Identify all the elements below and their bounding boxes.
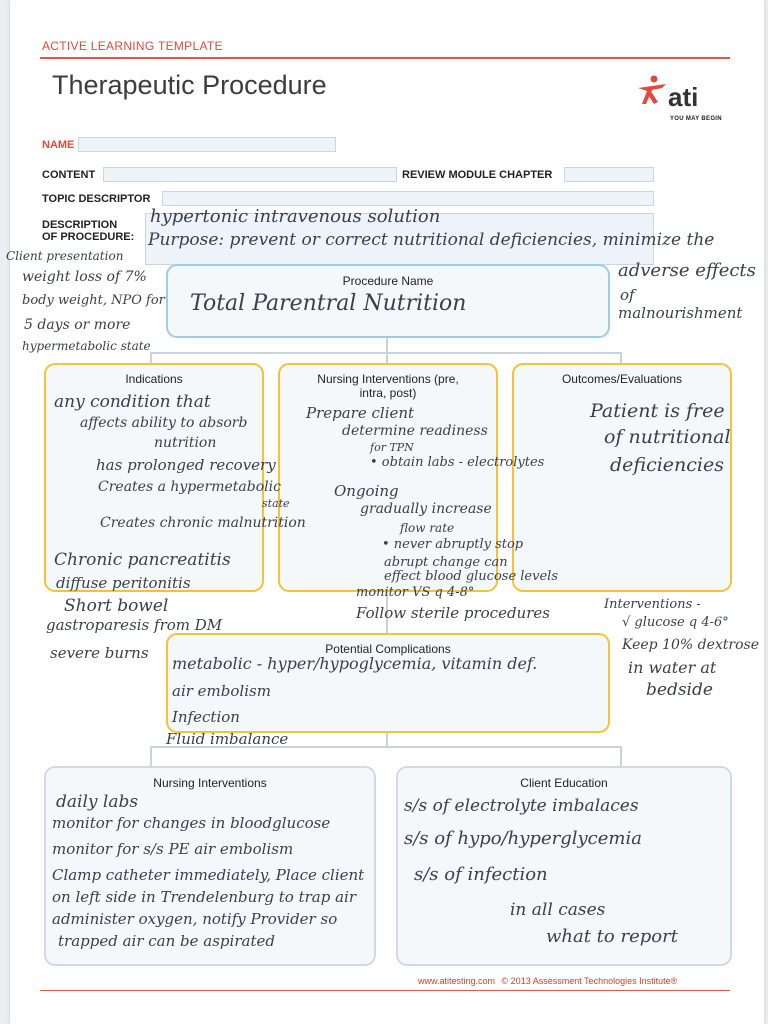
hand-indication: Creates a hypermetabolic [98, 479, 281, 495]
content-label: CONTENT [42, 169, 96, 181]
hand-nursing-pre: • obtain labs - electrolytes [370, 455, 545, 470]
hand-nursing-pre: Ongoing [334, 482, 399, 500]
hand-procedure-name: Total Parentral Nutrition [190, 291, 467, 316]
nursing-interventions-title: Nursing Interventions [153, 776, 267, 790]
client-education-title: Client Education [520, 776, 608, 790]
hand-outcome: of nutritional [604, 426, 731, 448]
hand-indication: any condition that [54, 392, 211, 412]
hand-client-education: what to report [546, 926, 678, 947]
outcomes-title: Outcomes/Evaluations [561, 372, 683, 386]
hand-nursing-intervention: on left side in Trendelenburg to trap air [52, 888, 357, 906]
hand-client-education: s/s of electrolyte imbalaces [404, 796, 639, 816]
ati-logo [628, 70, 738, 125]
topic-label: TOPIC DESCRIPTOR [42, 193, 151, 205]
description-label [42, 219, 134, 243]
header-rule [40, 57, 730, 59]
hand-nursing-pre: effect blood glucose levels [384, 569, 558, 584]
hand-nursing-pre: • never abruptly stop [382, 537, 524, 552]
hand-indication: Creates chronic malnutrition [100, 515, 306, 531]
hand-nursing-pre: monitor VS q 4-8° [356, 585, 475, 600]
hand-nursing-pre: Prepare client [306, 404, 415, 422]
hand-complication: Fluid imbalance [166, 730, 289, 748]
connector-line [150, 746, 152, 766]
footer-rule [40, 990, 730, 991]
hand-margin-right: adverse effects [618, 260, 756, 281]
hand-margin-left: 5 days or more [24, 317, 131, 333]
hand-interventions-note: Keep 10% dextrose [622, 637, 759, 653]
hand-nursing-pre: abrupt change can [384, 555, 508, 570]
hand-interventions-note: Interventions - [604, 597, 701, 612]
hand-margin-left: hypermetabolic state [22, 339, 151, 353]
hand-nursing-intervention: monitor for changes in bloodglucose [52, 814, 331, 832]
hand-outcome: deficiencies [610, 454, 724, 476]
footer [418, 976, 677, 986]
complications-title: Potential Complications [325, 642, 451, 656]
hand-margin-left: body weight, NPO for [22, 293, 165, 308]
nursing-pre-title-line-2: intra, post) [359, 386, 417, 400]
logo-tagline: YOU MAY BEGIN [670, 116, 722, 122]
hand-nursing-pre: gradually increase [360, 501, 492, 517]
hand-nursing-pre: determine readiness [342, 423, 488, 439]
hand-interventions-note: bedside [646, 680, 713, 700]
ati-figure-icon [632, 74, 672, 108]
hand-client-education: in all cases [510, 900, 606, 920]
hand-indication: has prolonged recovery [96, 456, 276, 474]
connector-line [386, 731, 388, 747]
footer-copyright: © 2013 Assessment Technologies Institute® [501, 976, 678, 986]
hand-indication: Chronic pancreatitis [54, 550, 231, 570]
hand-nursing-intervention: daily labs [56, 792, 139, 812]
hand-interventions-note: √ glucose q 4-6° [622, 615, 729, 630]
description-label-line-1: DESCRIPTION [42, 219, 118, 231]
hand-indication: affects ability to absorb [80, 415, 248, 431]
hand-description-line: Purpose: prevent or correct nutritional deficiencies, minimize the [148, 230, 715, 250]
hand-description-line: hypertonic intravenous solution [150, 206, 441, 227]
hand-margin-left: weight loss of 7% [22, 269, 147, 285]
review-module-field[interactable] [564, 167, 654, 182]
template-label: ACTIVE LEARNING TEMPLATE [42, 39, 223, 53]
hand-complication: Infection [172, 708, 240, 726]
footer-url[interactable]: www.atitesting.com [418, 976, 496, 986]
hand-indication: Short bowel [64, 596, 169, 616]
hand-client-education: s/s of infection [414, 864, 548, 885]
hand-indication: severe burns [50, 644, 149, 662]
outcomes-box [512, 363, 732, 592]
nursing-pre-title [280, 372, 496, 400]
page-title: Therapeutic Procedure [52, 70, 327, 100]
hand-indication: diffuse peritonitis [56, 574, 191, 592]
hand-indication: gastroparesis from DM [46, 616, 223, 634]
hand-interventions-note: in water at [628, 658, 717, 677]
content-field[interactable] [103, 167, 397, 182]
hand-nursing-intervention: administer oxygen, notify Provider so [52, 910, 338, 928]
hand-complication: air embolism [172, 682, 271, 700]
hand-nursing-pre: for TPN [370, 441, 414, 454]
hand-indication: nutrition [154, 435, 217, 451]
description-label-line-2: OF PROCEDURE: [42, 231, 135, 243]
nursing-pre-title-line-1: Nursing Interventions (pre, [317, 372, 459, 386]
name-field[interactable] [78, 137, 336, 152]
hand-margin-right: malnourishment [618, 304, 743, 322]
hand-nursing-pre: flow rate [400, 521, 455, 535]
hand-client-education: s/s of hypo/hyperglycemia [404, 828, 642, 849]
topic-field[interactable] [162, 191, 654, 206]
procedure-name-title: Procedure Name [342, 274, 434, 288]
review-module-label: REVIEW MODULE CHAPTER [402, 169, 553, 181]
indications-title: Indications [125, 372, 183, 386]
hand-indication: state [262, 497, 290, 510]
connector-line [620, 746, 622, 766]
logo-wordmark: ati [668, 82, 699, 112]
hand-nursing-intervention: Clamp catheter immediately, Place client [52, 866, 365, 884]
hand-outcome: Patient is free [590, 400, 725, 422]
hand-complication: metabolic - hyper/hypoglycemia, vitamin def. [172, 654, 538, 673]
name-label: NAME [42, 139, 75, 151]
hand-nursing-intervention: monitor for s/s PE air embolism [52, 840, 294, 858]
hand-nursing-intervention: trapped air can be aspirated [58, 932, 275, 950]
hand-margin-right: of [620, 286, 635, 304]
hand-nursing-pre: Follow sterile procedures [356, 604, 550, 622]
hand-margin-left: Client presentation [6, 249, 124, 263]
